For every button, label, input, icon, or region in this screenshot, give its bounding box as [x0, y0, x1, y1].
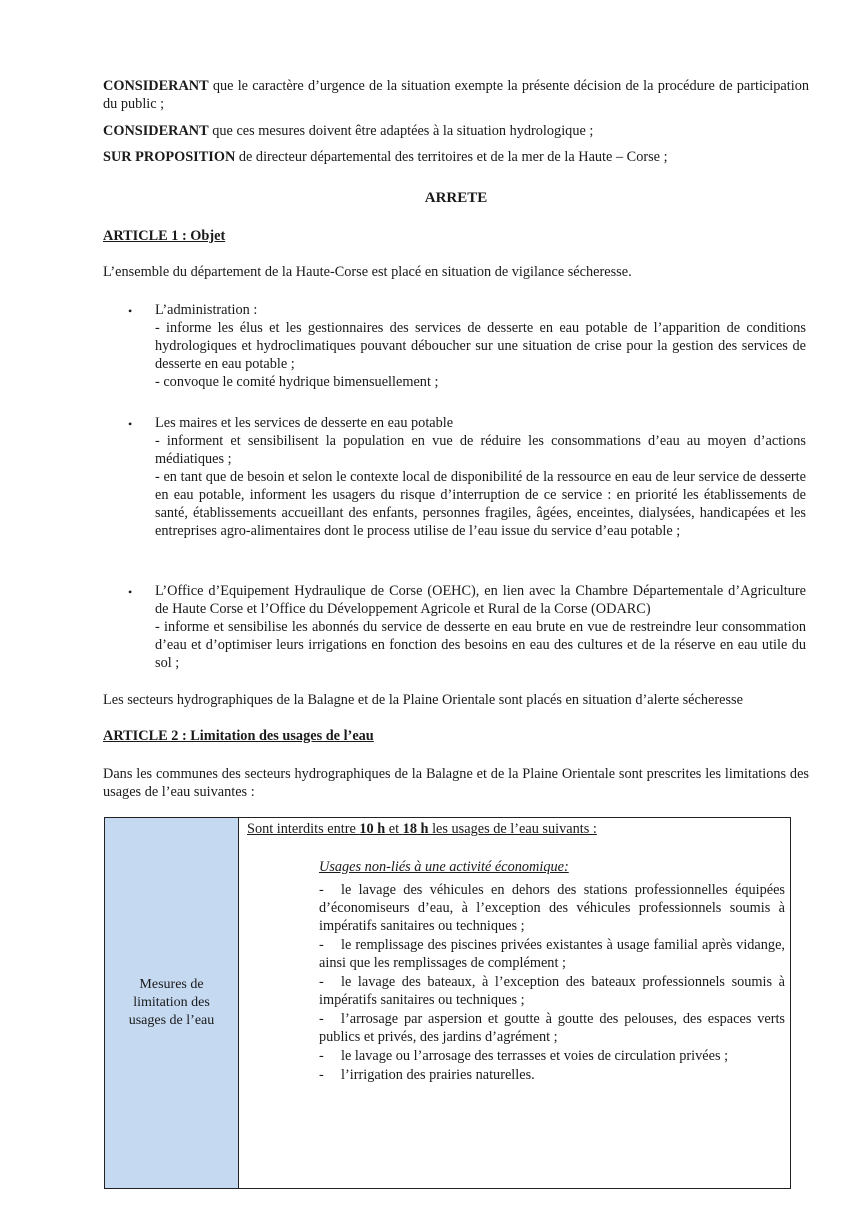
- table-category-cell: [105, 818, 239, 1189]
- bullet-icon: •: [128, 585, 133, 599]
- table-subheading: Usages non-liés à une activité économique:: [319, 859, 569, 875]
- considerant-2: CONSIDERANT que ces mesures doivent être adaptées à la situation hydrologique ;: [103, 123, 594, 139]
- bullet-icon: •: [128, 417, 133, 431]
- list-item: - l’irrigation des prairies naturelles.: [319, 1067, 535, 1083]
- arrete-title: ARRETE: [424, 190, 488, 206]
- article-2-heading: ARTICLE 2 : Limitation des usages de l’eau: [103, 728, 374, 744]
- list-item: - le lavage des véhicules en dehors des stations professionnelles équipées d’économiseurs d’eau, à l’exception des véhicules professionnels soumis à impératifs sanitaires ou techniques ;: [319, 882, 785, 934]
- article-2-intro: Dans les communes des secteurs hydrographiques de la Balagne et de la Plaine Orientale sont prescrites les limitations des usages de l’eau suivantes :: [103, 766, 809, 800]
- bullet-administration: L’administration : - informe les élus et les gestionnaires des services de desserte en eau potable de l’apparition de conditions hydrologiques et hydroclimatiques pouvant déboucher sur une situation de crise pour la gestion des services de desserte en eau potable ; - convoque le comité hydrique bimensuellement ;: [155, 302, 806, 390]
- usage-list: [319, 881, 785, 1085]
- list-item: - le lavage ou l’arrosage des terrasses et voies de circulation privées ;: [319, 1048, 729, 1064]
- bullet-icon: •: [128, 304, 133, 318]
- table-header-line: Sont interdits entre 10 h et 18 h les usages de l’eau suivants :: [247, 821, 597, 837]
- list-item: - le remplissage des piscines privées existantes à usage familial après vidange, ainsi que les remplissages de complément ;: [319, 937, 785, 971]
- bullet-maires: Les maires et les services de desserte en eau potable - informent et sensibilisent la population en vue de réduire les consommations d’eau au moyen d’actions médiatiques ; - en tant que de besoin et selon le contexte local de disponibilité de la ressource en eau de leur service de desserte en eau potable, informent les usagers du risque d’interruption de ce service : en priorité les établissements de santé, établissements accueillant des enfants, personnes fragiles, âgées, enceintes, dialysées, handicapées et les entreprises agro-alimentaires dont le process utilise de l’eau issue du service d’eau potable ;: [155, 415, 806, 539]
- bullet-oehc: L’Office d’Equipement Hydraulique de Corse (OEHC), en lien avec la Chambre Départementale d’Agriculture de Haute Corse et l’Office du Développement Agricole et Rural de la Corse (ODARC) - informe et sensibilise les abonnés du service de desserte en eau brute en vue de restreindre leur consommation d’eau et d’optimiser leurs irrigations en fonction des besoins en eau des cultures et de la réserve en eau utile du sol ;: [155, 583, 806, 671]
- considerant-1: CONSIDERANT que le caractère d’urgence de la situation exempte la présente décision de la procédure de participation du public ;: [103, 78, 809, 112]
- article-1-intro: L’ensemble du département de la Haute-Corse est placé en situation de vigilance sécheresse.: [103, 264, 632, 280]
- sur-proposition: SUR PROPOSITION de directeur départemental des territoires et de la mer de la Haute – Corse ;: [103, 149, 668, 165]
- list-item: - le lavage des bateaux, à l’exception des bateaux professionnels soumis à impératifs sanitaires ou techniques ;: [319, 974, 785, 1008]
- category-label: Mesures de limitation des usages de l’eau: [128, 977, 215, 1028]
- limitation-table: [104, 817, 791, 1189]
- list-item: - l’arrosage par aspersion et goutte à goutte des pelouses, des espaces verts publics et privés, des jardins d’agrément ;: [319, 1011, 785, 1045]
- table-content-cell: [239, 818, 791, 1189]
- article-1-heading: ARTICLE 1 : Objet: [103, 228, 226, 244]
- alert-paragraph: Les secteurs hydrographiques de la Balagne et de la Plaine Orientale sont placés en situation d’alerte sécheresse: [103, 692, 743, 708]
